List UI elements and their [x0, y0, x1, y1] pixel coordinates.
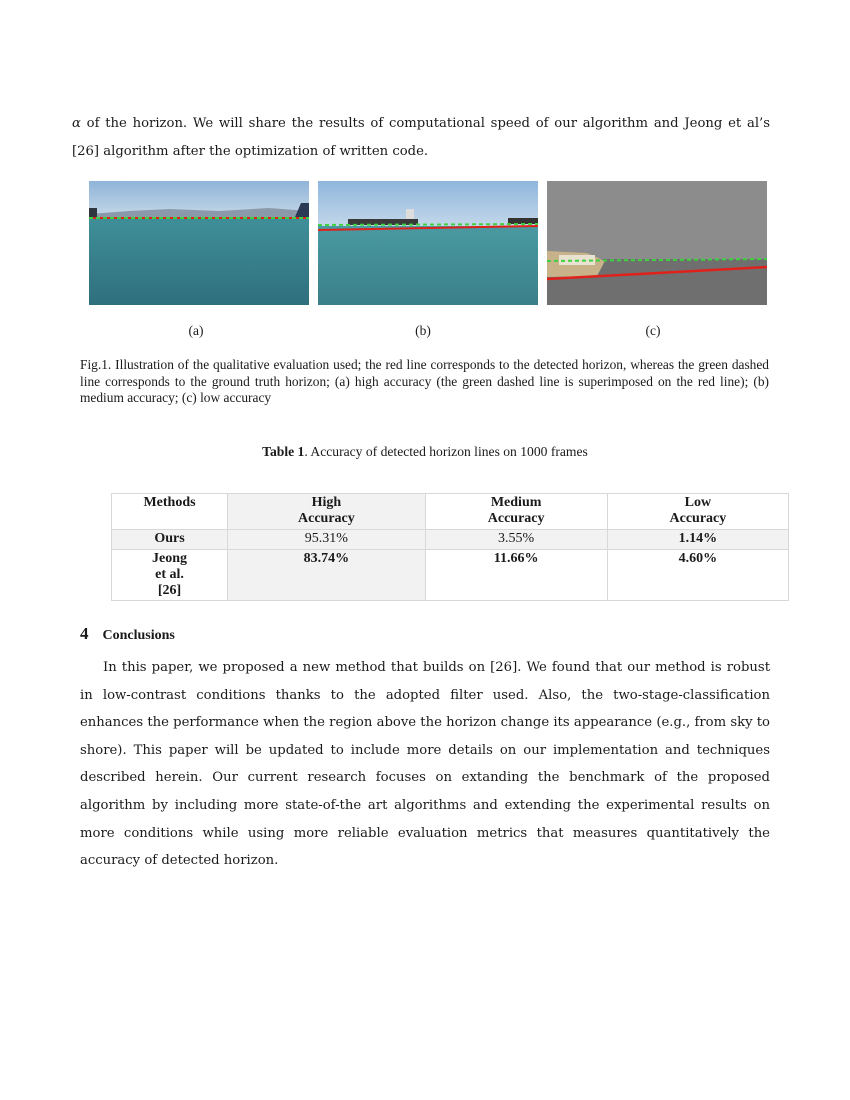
header-high: High Accuracy: [228, 494, 426, 530]
section-title: Conclusions: [102, 628, 175, 643]
alpha-symbol: α: [72, 116, 81, 131]
figure-label-b: (b): [415, 323, 431, 338]
cell-high: 95.31%: [228, 530, 426, 550]
table-title-text: . Accuracy of detected horizon lines on 1000 frames: [304, 444, 588, 459]
figure-caption: Fig.1. Illustration of the qualitative evaluation used; the red line corresponds to the detected horizon, whereas the green dashed line corresponds to the ground truth horizon; (a) high accuracy (the green dashed line is superimposed on the red line); (b) medium accuracy; (c) low accuracy: [80, 357, 769, 405]
intro-text: of the horizon. We will share the results of computational speed of our algorithm and Jeong et al’s [26] algorithm after the optimization of written code.: [72, 116, 770, 159]
results-table: [111, 493, 789, 601]
cell-method: Jeong et al. [26]: [112, 550, 228, 601]
figure-image-b: [318, 181, 538, 305]
cell-medium: 11.66%: [425, 550, 607, 601]
header-methods: Methods: [112, 494, 228, 530]
table-title-label: Table 1: [262, 444, 305, 459]
cell-method: Ours: [112, 530, 228, 550]
header-low: Low Accuracy: [607, 494, 789, 530]
header-medium: Medium Accuracy: [425, 494, 607, 530]
cell-high: 83.74%: [228, 550, 426, 601]
figure-label-a: (a): [188, 323, 204, 338]
section-number: 4: [80, 624, 89, 643]
figure-image-a: [89, 181, 309, 305]
figure-label-c: (c): [645, 323, 661, 338]
figure-image-c: [547, 181, 767, 305]
cell-medium: 3.55%: [425, 530, 607, 550]
table-header-row: [112, 494, 789, 530]
intro-paragraph: [72, 110, 770, 166]
table-title: [250, 443, 600, 460]
table-row: [112, 530, 789, 550]
figure-1: [89, 181, 767, 305]
cell-low: 1.14%: [607, 530, 789, 550]
cell-low: 4.60%: [607, 550, 789, 601]
table-row: [112, 550, 789, 601]
section-heading: [80, 624, 175, 644]
conclusion-paragraph: In this paper, we proposed a new method that builds on [26]. We found that our method is robust in low-contrast conditions thanks to the adopted filter used. Also, the two-stage-classification enhances the performance when the region above the horizon change its appearance (e.g., from sky to shore). This paper will be updated to include more details on our implementation and techniques described herein. Our current research focuses on extanding the benchmark of the proposed algorithm by including more state-of-the art algorithms and extending the experimental results on more conditions while using more reliable evaluation metrics that measures quantitatively the accuracy of detected horizon.: [80, 660, 770, 869]
